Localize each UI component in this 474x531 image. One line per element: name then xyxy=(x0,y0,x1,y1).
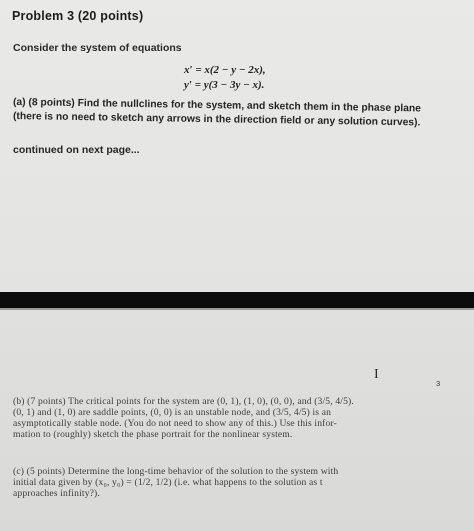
text-cursor-icon: I xyxy=(374,367,379,382)
part-c-text-line-2: initial data given by (x₀, y₀) = (1/2, 1/2) (i.e. what happens to the solution as t xyxy=(13,477,323,488)
part-b-text-line-3: asymptotically stable node. (You do not need to show any of this.) Use this infor- xyxy=(13,418,337,429)
part-b-text-line-1: (b) (7 points) The critical points for the system are (0, 1), (1, 0), (0, 0), and (3/5, 4/5). xyxy=(13,396,354,407)
part-c-text-line-1: (c) (5 points) Determine the long-time behavior of the solution to the system with xyxy=(13,466,339,477)
part-a-text-line-1: (a) (8 points) Find the nullclines for the system, and sketch them in the phase plane xyxy=(12,97,421,115)
problem-intro: Consider the system of equations xyxy=(13,42,182,54)
part-a-text-line-2: (there is no need to sketch any arrows in the direction field or any solution curves). xyxy=(12,111,421,129)
part-b-text-line-4: mation to (roughly) sketch the phase portrait for the nonlinear system. xyxy=(13,429,293,440)
equation-x-prime: x′ = x(2 − y − 2x), xyxy=(184,64,266,76)
continued-note: continued on next page... xyxy=(13,144,140,156)
problem-title: Problem 3 (20 points) xyxy=(12,9,144,23)
page-separator-band xyxy=(0,292,474,308)
part-c-text-line-3: approaches infinity?). xyxy=(13,488,100,499)
equation-y-prime: y′ = y(3 − 3y − x). xyxy=(184,79,265,91)
page-number: 3 xyxy=(436,379,441,388)
part-b-text-line-2: (0, 1) and (1, 0) are saddle points, (0, 0) is an unstable node, and (3/5, 4/5) is an xyxy=(13,407,332,418)
